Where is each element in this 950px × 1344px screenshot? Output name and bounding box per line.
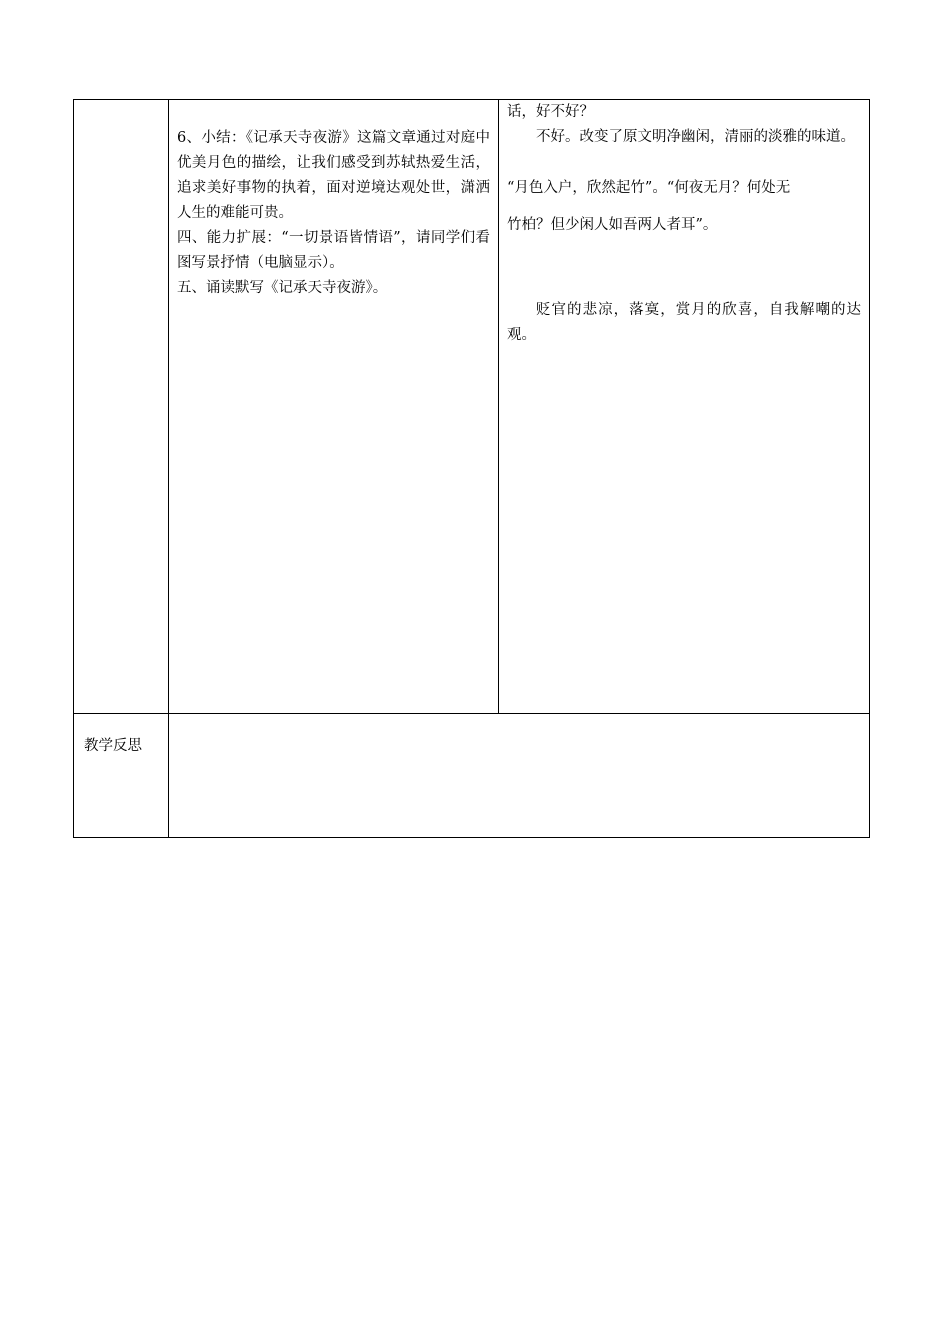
recitation-paragraph: 五、诵读默写《记承天寺夜游》。 (177, 280, 388, 296)
reflection-row (74, 714, 870, 838)
right-text-line-2: 不好。改变了原文明净幽闲，清丽的淡雅的味道。 (536, 129, 855, 145)
right-text-line-5: 贬官的悲凉，落寞，赏月的欣喜，自我解嘲的达观。 (507, 302, 861, 343)
right-text-line-3: “月色入户，欣然起竹”。“何夜无月？何处无 (507, 180, 791, 196)
reflection-content-cell (169, 714, 870, 838)
summary-paragraph: 6、小结：《记承天寺夜游》这篇文章通过对庭中优美月色的描绘，让我们感受到苏轼热爱生活，追求美好事物的执着，面对逆境达观处世，潇洒人生的难能可贵。 (177, 130, 490, 221)
lesson-plan-table (73, 99, 870, 838)
reflection-label: 教学反思 (74, 714, 169, 838)
student-activity-cell (499, 100, 870, 714)
teaching-process-cell (169, 100, 499, 714)
right-text-line-4: 竹柏？但少闲人如吾两人者耳”。 (507, 217, 718, 233)
right-text-line-1: 话，好不好？ (507, 104, 594, 120)
lesson-content-row (74, 100, 870, 714)
empty-label-cell (74, 100, 169, 714)
ability-extension-paragraph: 四、能力扩展：“一切景语皆情语”，请同学们看图写景抒情（电脑显示）。 (177, 230, 490, 271)
